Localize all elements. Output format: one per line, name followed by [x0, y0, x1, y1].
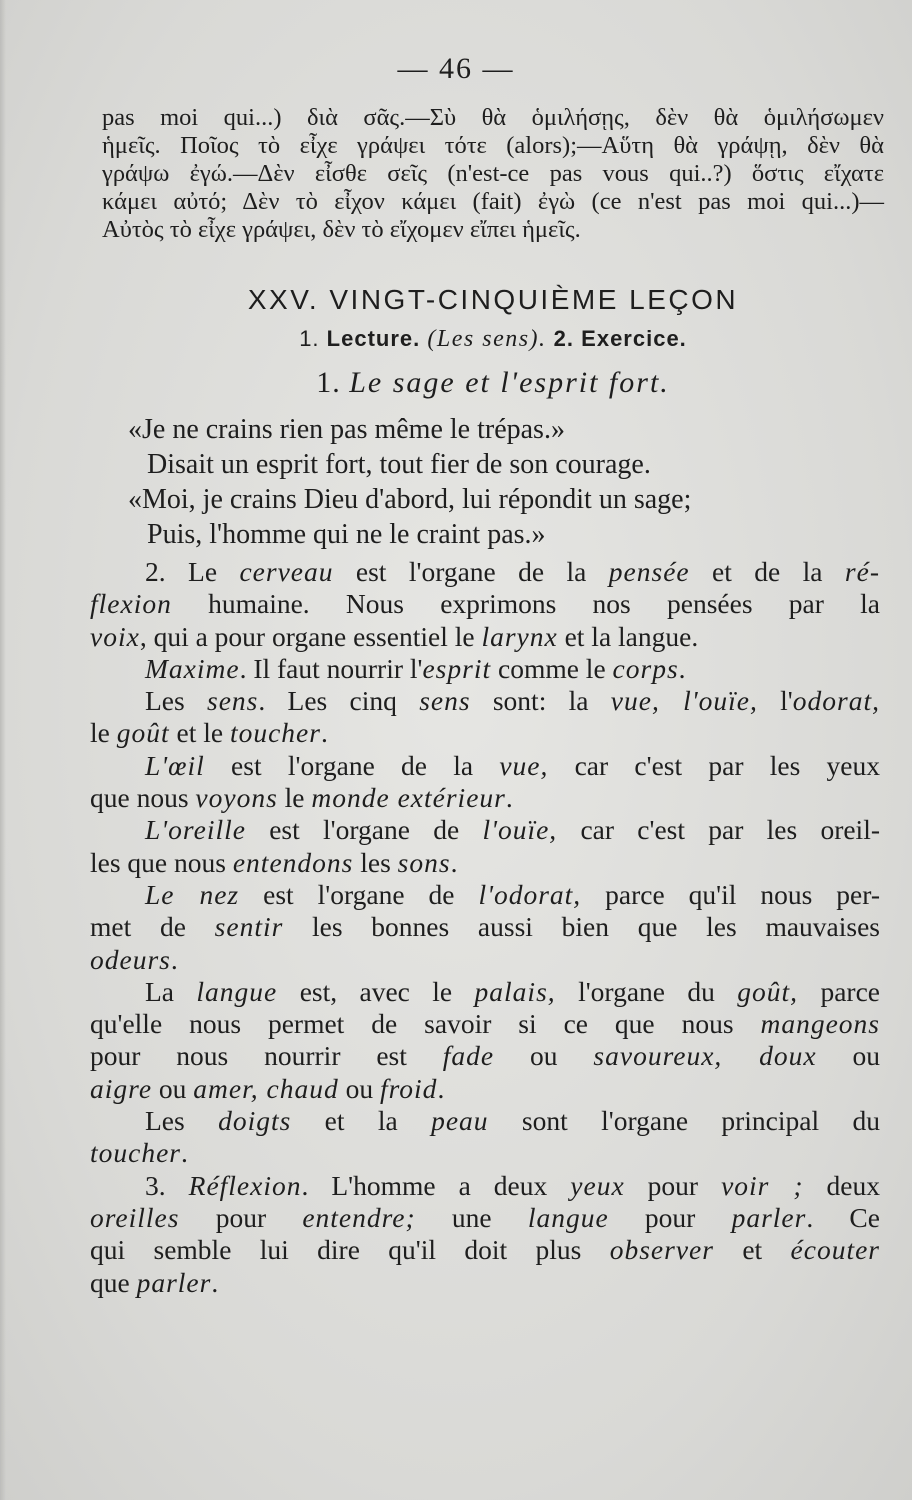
italic-term: goût	[116, 717, 170, 749]
text-line	[90, 1170, 880, 1202]
poem-title-text: Le sage et l'esprit fort.	[349, 366, 670, 399]
italic-term: voir ;	[721, 1169, 804, 1201]
text-run: le	[90, 717, 117, 749]
poem-line: Disait un esprit fort, tout fier de son courage.	[147, 449, 651, 480]
italic-term: l'ouïe,	[482, 814, 558, 846]
text-line	[90, 685, 880, 717]
text-run: pour	[608, 1201, 732, 1233]
page-number: — 46 —	[397, 52, 515, 85]
text-run: car c'est par les yeux	[548, 749, 880, 781]
italic-term: Le nez	[145, 878, 240, 910]
italic-term: oreilles	[90, 1201, 180, 1233]
italic-term: l'odorat,	[478, 878, 582, 910]
italic-term: cerveau	[239, 556, 334, 587]
text-run: qui semble lui dire qu'il doit plus	[90, 1234, 610, 1266]
italic-term: sentir	[214, 911, 284, 943]
text-run: humaine. Nous exprimons nos pensées par la	[171, 588, 880, 620]
text-run: , qui a pour organe essentiel le	[139, 620, 482, 652]
text-line	[90, 879, 880, 911]
text-line	[90, 750, 880, 782]
text-run: est l'organe de	[239, 878, 479, 910]
text-run: les que nous	[90, 846, 233, 878]
text-run: sont l'organe principal du	[488, 1105, 880, 1137]
lesson-subheading	[0, 326, 912, 353]
text-run: comme le	[491, 652, 613, 684]
text-run: est l'organe de la	[333, 556, 609, 587]
text-run: .	[211, 1266, 219, 1298]
subhead-number-2: 2.	[553, 326, 575, 351]
text-run: .	[181, 1137, 188, 1169]
text-run: car c'est par les oreil-	[557, 814, 880, 846]
text-line	[90, 847, 880, 879]
italic-term: parler	[731, 1201, 807, 1233]
text-line	[90, 1234, 880, 1266]
italic-term: flexion	[90, 588, 172, 620]
italic-term: aigre	[90, 1072, 153, 1104]
text-run: les	[353, 846, 398, 878]
italic-term: entendons	[232, 846, 354, 878]
text-line	[90, 1137, 880, 1169]
italic-term: L'oreille	[145, 814, 246, 846]
italic-term: goût,	[737, 975, 799, 1007]
italic-term: corps	[612, 652, 679, 684]
text-run: pour nous nourrir est	[90, 1040, 443, 1072]
italic-term: yeux	[570, 1169, 625, 1201]
italic-term: toucher	[229, 717, 321, 749]
text-run: .	[450, 846, 458, 878]
page-edge-shadow	[0, 0, 6, 1500]
italic-term: fade	[442, 1040, 495, 1072]
text-line	[90, 911, 880, 943]
text-run: est, avec le	[277, 975, 475, 1007]
text-line	[90, 1073, 880, 1105]
poem	[128, 412, 691, 552]
italic-term: L'œil	[145, 749, 205, 781]
italic-term: esprit	[422, 652, 492, 684]
text-run: est l'organe de la	[204, 749, 500, 781]
italic-term: savoureux, doux	[593, 1040, 817, 1072]
text-line	[90, 621, 880, 653]
text-run: et la	[291, 1105, 432, 1137]
text-run: les bonnes aussi bien que les mauvaises	[283, 911, 880, 943]
text-run: ou	[338, 1072, 380, 1104]
subhead-theme: (Les sens).	[427, 326, 547, 352]
text-run: qu'elle nous permet de savoir si ce que nous	[90, 1008, 761, 1040]
italic-term: vue,	[499, 749, 549, 781]
text-run: que	[90, 1266, 137, 1298]
text-run: 2. Le	[145, 556, 240, 587]
italic-term: langue	[527, 1201, 609, 1233]
text-run: parce	[798, 975, 880, 1007]
greek-exercise-block	[102, 104, 884, 244]
italic-term: odorat,	[792, 685, 880, 717]
italic-term: parler	[136, 1266, 212, 1298]
text-run: l'organe du	[555, 975, 738, 1007]
italic-term: observer	[609, 1234, 714, 1266]
poem-line: Puis, l'homme qui ne le craint pas.»	[147, 519, 546, 550]
text-run: . Ce	[806, 1201, 880, 1233]
text-line	[90, 782, 880, 814]
text-run: sont: la	[470, 685, 611, 717]
italic-term: amer, chaud	[193, 1072, 339, 1104]
text-run: pour	[624, 1169, 722, 1201]
text-line	[90, 1202, 880, 1234]
text-line: ἡμεῖς. Ποῖος τὸ εἶχε γράψει τότε (alors);—Αὕτη θὰ γράψῃ, δὲν θὰ	[102, 132, 884, 159]
text-line	[90, 588, 880, 620]
italic-term: froid	[379, 1072, 438, 1104]
text-run: met de	[90, 911, 215, 943]
italic-term: sons	[397, 846, 451, 878]
text-run: Les	[145, 685, 207, 717]
text-run: Les	[145, 1105, 219, 1137]
text-run: . Il faut nourrir l'	[239, 652, 423, 684]
italic-term: peau	[431, 1105, 489, 1137]
italic-term: odeurs	[90, 943, 171, 975]
text-line: Αὐτὸς τὸ εἶχε γράψει, δὲν τὸ εἴχομεν εἴπει ἡμεῖς.	[102, 216, 581, 243]
italic-term: ré-	[844, 556, 880, 587]
text-run: La	[145, 975, 197, 1007]
text-run: ou	[494, 1040, 594, 1072]
text-line: γράψω ἐγώ.—Δὲν εἶσθε σεῖς (n'est-ce pas vous qui..?) ὅστις εἴχατε	[102, 160, 884, 187]
text-run: ou	[152, 1072, 194, 1104]
text-run: .	[170, 943, 178, 975]
text-run: le	[277, 782, 312, 814]
text-line	[90, 944, 880, 976]
subhead-number-1: 1.	[299, 326, 320, 351]
italic-term: écouter	[790, 1234, 880, 1266]
subhead-lecture: Lecture.	[326, 326, 421, 351]
italic-term: toucher	[90, 1137, 182, 1169]
poem-title	[0, 366, 912, 400]
italic-term: sens	[419, 685, 471, 717]
text-run: est l'organe de	[245, 814, 483, 846]
subhead-exercice: Exercice.	[581, 326, 687, 351]
italic-term: sens	[207, 685, 259, 717]
text-line	[90, 653, 880, 685]
text-line	[90, 1008, 880, 1040]
text-line	[90, 556, 880, 588]
text-run: que nous	[90, 782, 196, 814]
text-run: 3.	[145, 1169, 189, 1201]
italic-term: pensée	[608, 556, 690, 587]
italic-term: langue	[196, 975, 278, 1007]
italic-term: entendre;	[302, 1201, 416, 1233]
text-line	[90, 1105, 880, 1137]
italic-term: Réflexion	[188, 1169, 302, 1201]
text-run: . L'homme a deux	[301, 1169, 571, 1201]
text-line	[90, 1040, 880, 1072]
italic-term: monde extérieur	[311, 782, 506, 814]
text-run: .	[320, 717, 328, 749]
text-line: κάμει αὐτό; Δὲν τὸ εἶχον κάμει (fait) ἐγὼ (ce n'est pas moi qui...)—	[102, 188, 884, 215]
text-line	[90, 717, 880, 749]
text-run: .	[678, 652, 686, 684]
text-run: .	[505, 782, 513, 814]
italic-term: vue, l'ouïe,	[610, 685, 758, 717]
italic-term: palais,	[474, 975, 556, 1007]
text-run: et la langue.	[557, 620, 699, 652]
poem-number: 1.	[316, 366, 341, 399]
text-line	[90, 1267, 880, 1299]
lesson-title: XXV. VINGT-CINQUIÈME LEÇON	[247, 284, 739, 315]
text-run: . Les cinq	[258, 685, 420, 717]
italic-term: mangeons	[760, 1008, 880, 1040]
italic-term: voyons	[195, 782, 278, 814]
text-run: et de la	[689, 556, 845, 587]
poem-line: «Moi, je crains Dieu d'abord, lui répondit un sage;	[128, 484, 692, 515]
italic-term: larynx	[481, 620, 558, 652]
italic-term: Maxime	[145, 652, 240, 684]
text-run: .	[437, 1072, 445, 1104]
lesson-body	[90, 556, 880, 1299]
text-run: l'	[757, 685, 793, 717]
italic-term: doigts	[218, 1105, 292, 1137]
text-line: pas moi qui...) διὰ σᾶς.—Σὺ θὰ ὁμιλήσῃς, δὲν θὰ ὁμιλήσωμεν	[102, 104, 884, 131]
text-line	[90, 814, 880, 846]
text-run: pour	[179, 1201, 303, 1233]
poem-line: «Je ne crains rien pas même le trépas.»	[128, 414, 565, 445]
text-line	[90, 976, 880, 1008]
italic-term: voix	[90, 620, 140, 652]
text-run: et le	[169, 717, 230, 749]
text-run: parce qu'il nous per-	[581, 878, 880, 910]
text-run: et	[713, 1234, 791, 1266]
text-run: ou	[816, 1040, 881, 1072]
text-run: une	[415, 1201, 528, 1233]
text-run: deux	[803, 1169, 881, 1201]
